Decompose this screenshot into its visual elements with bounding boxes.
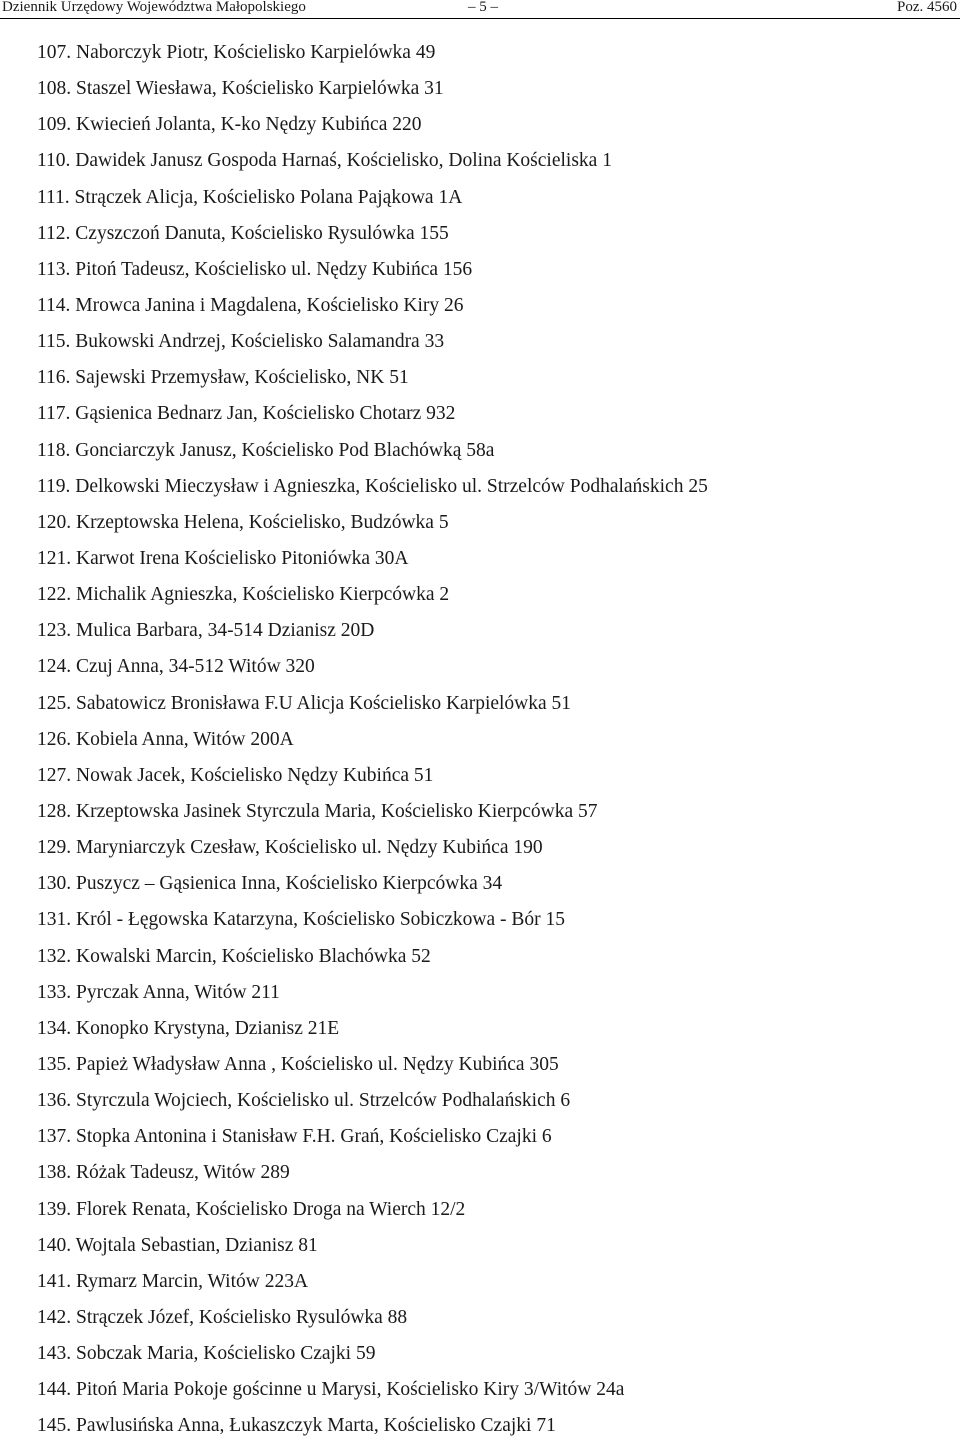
list-item: 131. Król - Łęgowska Katarzyna, Kościelisko Sobiczkowa - Bór 15	[37, 909, 565, 931]
list-item: 129. Maryniarczyk Czesław, Kościelisko ul. Nędzy Kubińca 190	[37, 837, 543, 859]
list-item: 142. Strączek Józef, Kościelisko Rysulówka 88	[37, 1306, 408, 1328]
list-item: 109. Kwiecień Jolanta, K-ko Nędzy Kubińca 220	[37, 114, 422, 136]
page-number: – 5 –	[468, 0, 498, 15]
list-item: 122. Michalik Agnieszka, Kościelisko Kierpcówka 2	[37, 584, 450, 606]
list-item: 139. Florek Renata, Kościelisko Droga na Wierch 12/2	[37, 1198, 466, 1220]
list-item: 145. Pawlusińska Anna, Łukaszczyk Marta, Kościelisko Czajki 71	[37, 1415, 556, 1437]
list-item: 130. Puszycz – Gąsienica Inna, Kościelisko Kierpcówka 34	[37, 873, 503, 895]
list-item: 135. Papież Władysław Anna , Kościelisko ul. Nędzy Kubińca 305	[37, 1053, 559, 1075]
list-item: 107. Naborczyk Piotr, Kościelisko Karpielówka 49	[37, 42, 436, 63]
position-number: Poz. 4560	[897, 0, 957, 15]
list-item: 113. Pitoń Tadeusz, Kościelisko ul. Nędzy Kubińca 156	[37, 258, 473, 280]
list-item: 134. Konopko Krystyna, Dzianisz 21E	[37, 1017, 340, 1039]
list-item: 123. Mulica Barbara, 34-514 Dzianisz 20D	[37, 620, 375, 642]
page-header	[0, 0, 960, 19]
list-item: 144. Pitoń Maria Pokoje gościnne u Marysi, Kościelisko Kiry 3/Witów 24a	[37, 1379, 625, 1401]
list-item: 127. Nowak Jacek, Kościelisko Nędzy Kubińca 51	[37, 764, 434, 786]
list-item: 111. Strączek Alicja, Kościelisko Polana Pająkowa 1A	[37, 186, 463, 208]
list-item: 118. Gonciarczyk Janusz, Kościelisko Pod Blachówką 58a	[37, 439, 495, 461]
list-item: 121. Karwot Irena Kościelisko Pitoniówka 30A	[37, 547, 409, 569]
list-item: 120. Krzeptowska Helena, Kościelisko, Budzówka 5	[37, 511, 449, 533]
list-item: 112. Czyszczoń Danuta, Kościelisko Rysulówka 155	[37, 222, 449, 244]
list-item: 125. Sabatowicz Bronisława F.U Alicja Kościelisko Karpielówka 51	[37, 692, 572, 714]
list-item: 128. Krzeptowska Jasinek Styrczula Maria, Kościelisko Kierpcówka 57	[37, 800, 598, 822]
list-item: 116. Sajewski Przemysław, Kościelisko, NK 51	[37, 367, 409, 389]
list-item: 141. Rymarz Marcin, Witów 223A	[37, 1270, 309, 1292]
list-item: 108. Staszel Wiesława, Kościelisko Karpielówka 31	[37, 78, 444, 100]
list-item: 133. Pyrczak Anna, Witów 211	[37, 981, 280, 1003]
list-item: 132. Kowalski Marcin, Kościelisko Blachówka 52	[37, 945, 431, 967]
entry-list	[37, 35, 708, 1444]
list-item: 138. Różak Tadeusz, Witów 289	[37, 1162, 290, 1184]
journal-title: Dziennik Urzędowy Województwa Małopolskiego	[2, 0, 306, 15]
list-item: 140. Wojtala Sebastian, Dzianisz 81	[37, 1234, 318, 1256]
list-item: 143. Sobczak Maria, Kościelisko Czajki 59	[37, 1343, 376, 1365]
list-item: 124. Czuj Anna, 34-512 Witów 320	[37, 656, 315, 678]
list-item: 115. Bukowski Andrzej, Kościelisko Salamandra 33	[37, 331, 445, 353]
list-item: 126. Kobiela Anna, Witów 200A	[37, 728, 294, 750]
list-item: 117. Gąsienica Bednarz Jan, Kościelisko Chotarz 932	[37, 403, 456, 425]
list-item: 136. Styrczula Wojciech, Kościelisko ul. Strzelców Podhalańskich 6	[37, 1090, 571, 1112]
list-item: 119. Delkowski Mieczysław i Agnieszka, Kościelisko ul. Strzelców Podhalańskich 25	[37, 475, 708, 497]
list-item: 110. Dawidek Janusz Gospoda Harnaś, Kościelisko, Dolina Kościeliska 1	[37, 150, 612, 172]
list-item: 114. Mrowca Janina i Magdalena, Kościelisko Kiry 26	[37, 294, 464, 316]
list-item: 137. Stopka Antonina i Stanisław F.H. Grań, Kościelisko Czajki 6	[37, 1126, 552, 1148]
